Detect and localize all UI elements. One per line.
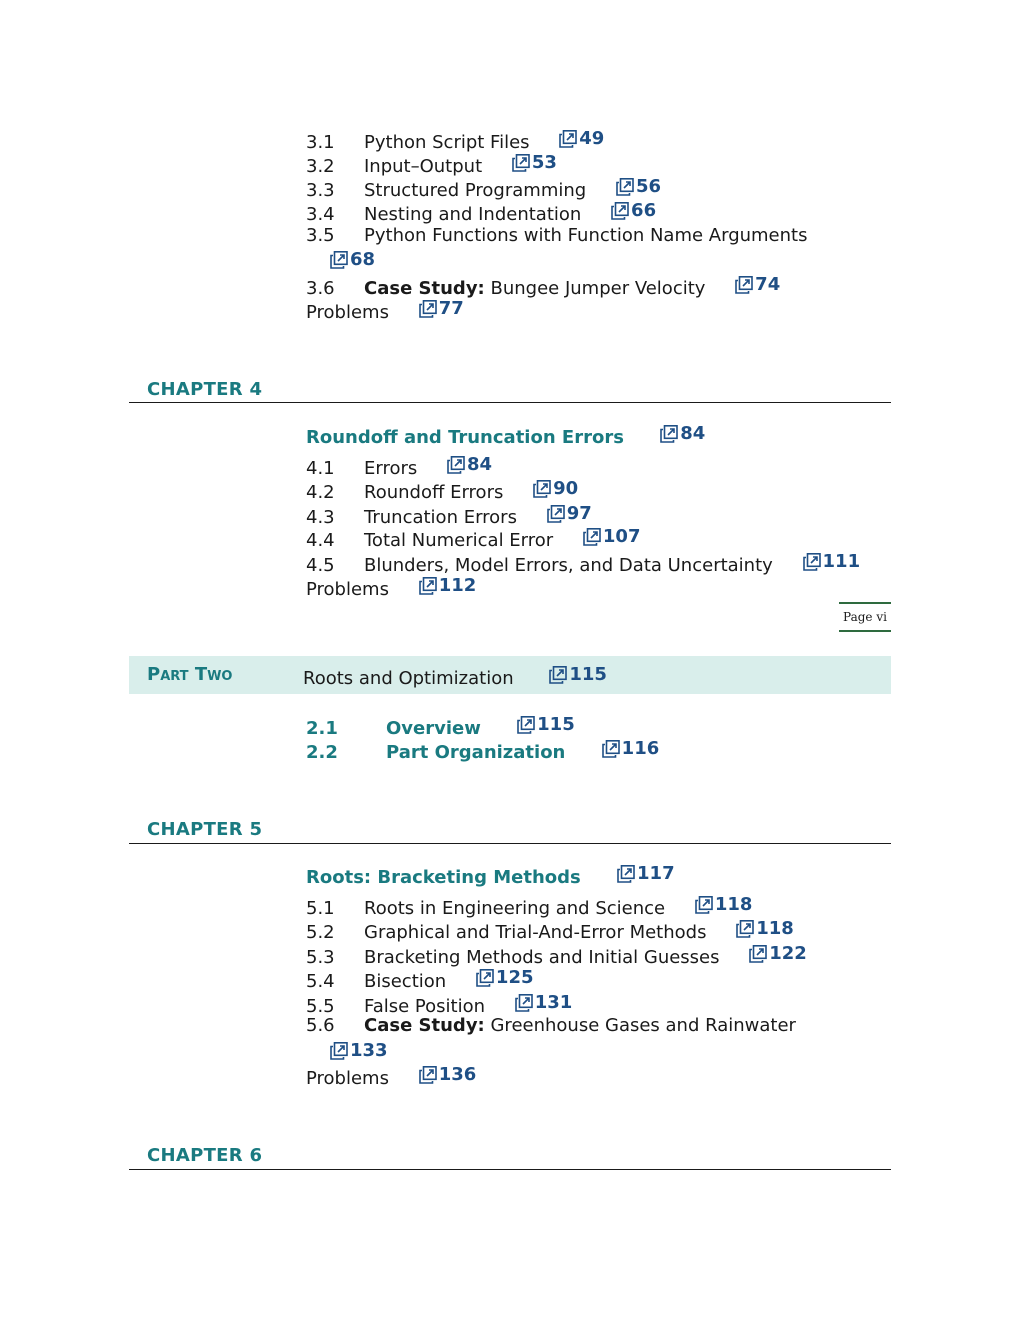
external-link-icon bbox=[419, 577, 437, 595]
external-link-icon bbox=[476, 969, 494, 987]
section-number: 5.5 bbox=[306, 996, 335, 1017]
toc-row-continuation bbox=[330, 248, 375, 272]
section-title: Greenhouse Gases and Rainwater bbox=[490, 1015, 796, 1036]
problems-label: Problems bbox=[306, 302, 389, 323]
divider bbox=[129, 1169, 891, 1170]
section-number: 3.1 bbox=[306, 132, 335, 153]
external-link-icon bbox=[695, 896, 713, 914]
page-link[interactable]: 97 bbox=[547, 502, 592, 526]
external-link-icon bbox=[749, 945, 767, 963]
section-number: 5.2 bbox=[306, 922, 335, 943]
page-link[interactable]: 116 bbox=[602, 737, 660, 761]
case-study-label: Case Study: bbox=[364, 1015, 485, 1036]
case-study-label: Case Study: bbox=[364, 278, 485, 299]
toc-row-problems bbox=[306, 1063, 476, 1087]
section-number: 3.6 bbox=[306, 278, 335, 299]
external-link-icon bbox=[616, 178, 634, 196]
section-number: 4.3 bbox=[306, 507, 335, 528]
toc-row bbox=[306, 127, 604, 151]
section-number: 3.5 bbox=[306, 225, 335, 246]
external-link-icon bbox=[617, 865, 635, 883]
external-link-icon bbox=[559, 130, 577, 148]
section-title: Roots in Engineering and Science bbox=[364, 898, 666, 919]
part-item-title: Overview bbox=[386, 718, 481, 739]
chapter-label: CHAPTER 4 bbox=[147, 379, 263, 400]
part-item-title: Part Organization bbox=[386, 742, 566, 763]
section-title: Input–Output bbox=[364, 156, 483, 177]
section-number: 4.1 bbox=[306, 458, 335, 479]
section-number: 5.3 bbox=[306, 947, 335, 968]
page-link[interactable]: 68 bbox=[330, 248, 375, 272]
chapter-title: Roundoff and Truncation Errors 84 bbox=[306, 423, 706, 448]
problems-label: Problems bbox=[306, 579, 389, 600]
external-link-icon bbox=[735, 276, 753, 294]
part-item-number: 2.2 bbox=[306, 742, 338, 763]
section-title: Python Script Files bbox=[364, 132, 530, 153]
page-link[interactable]: 49 bbox=[559, 127, 604, 151]
toc-row bbox=[306, 502, 592, 526]
page-link[interactable]: 112 bbox=[419, 574, 477, 598]
page-link[interactable]: 122 bbox=[749, 942, 807, 966]
external-link-icon bbox=[803, 553, 821, 571]
page-link[interactable]: 84 bbox=[660, 422, 705, 446]
external-link-icon bbox=[611, 202, 629, 220]
toc-row-problems bbox=[306, 574, 476, 598]
page-link[interactable]: 115 bbox=[517, 713, 575, 737]
toc-row bbox=[306, 942, 807, 966]
external-link-icon bbox=[583, 528, 601, 546]
toc-row bbox=[306, 991, 572, 1015]
toc-row bbox=[306, 893, 752, 917]
external-link-icon bbox=[602, 740, 620, 758]
part-label: Part Two bbox=[147, 664, 233, 685]
external-link-icon bbox=[330, 1042, 348, 1060]
external-link-icon bbox=[512, 154, 530, 172]
section-title: Graphical and Trial-And-Error Methods bbox=[364, 922, 707, 943]
toc-row-problems bbox=[306, 297, 464, 321]
page-link[interactable]: 84 bbox=[447, 453, 492, 477]
toc-row bbox=[306, 550, 860, 574]
page-link[interactable]: 131 bbox=[515, 991, 573, 1015]
toc-row bbox=[306, 199, 656, 223]
external-link-icon bbox=[549, 666, 567, 684]
chapter-label: CHAPTER 5 bbox=[147, 819, 263, 840]
section-number: 4.2 bbox=[306, 482, 335, 503]
external-link-icon bbox=[419, 1066, 437, 1084]
part-item bbox=[306, 737, 659, 765]
section-number: 4.4 bbox=[306, 530, 335, 551]
page-link[interactable]: 117 bbox=[617, 862, 675, 886]
section-title: Nesting and Indentation bbox=[364, 204, 582, 225]
external-link-icon bbox=[517, 716, 535, 734]
section-number: 3.2 bbox=[306, 156, 335, 177]
section-number: 5.4 bbox=[306, 971, 335, 992]
chapter-title: Roots: Bracketing Methods 117 bbox=[306, 863, 675, 888]
section-number: 5.6 bbox=[306, 1015, 335, 1036]
toc-row bbox=[306, 525, 640, 549]
page-link[interactable]: 56 bbox=[616, 175, 661, 199]
external-link-icon bbox=[419, 300, 437, 318]
toc-row bbox=[306, 175, 661, 199]
external-link-icon bbox=[547, 505, 565, 523]
page-link[interactable]: 77 bbox=[419, 297, 464, 321]
page-link[interactable]: 125 bbox=[476, 966, 534, 990]
external-link-icon bbox=[660, 425, 678, 443]
section-title: Python Functions with Function Name Arguments bbox=[364, 225, 808, 246]
toc-row bbox=[306, 151, 557, 175]
external-link-icon bbox=[736, 920, 754, 938]
external-link-icon bbox=[533, 480, 551, 498]
section-title: Blunders, Model Errors, and Data Uncertainty bbox=[364, 555, 773, 576]
page-link[interactable]: 136 bbox=[419, 1063, 477, 1087]
section-title: Structured Programming bbox=[364, 180, 587, 201]
toc-row-continuation bbox=[330, 1039, 388, 1063]
toc-row bbox=[306, 273, 780, 297]
page-marker: Page vi bbox=[839, 602, 891, 632]
part-title: Roots and Optimization 115 bbox=[303, 656, 607, 698]
toc-row bbox=[306, 224, 807, 248]
external-link-icon bbox=[330, 251, 348, 269]
page-link[interactable]: 111 bbox=[803, 550, 861, 574]
chapter-label: CHAPTER 6 bbox=[147, 1145, 263, 1166]
section-number: 5.1 bbox=[306, 898, 335, 919]
toc-row bbox=[306, 453, 492, 477]
external-link-icon bbox=[447, 456, 465, 474]
section-title: Total Numerical Error bbox=[364, 530, 554, 551]
page-link[interactable]: 74 bbox=[735, 273, 780, 297]
section-title: Bisection bbox=[364, 971, 447, 992]
problems-label: Problems bbox=[306, 1068, 389, 1089]
divider bbox=[129, 843, 891, 844]
section-title: False Position bbox=[364, 996, 485, 1017]
divider bbox=[129, 402, 891, 403]
page-link[interactable]: 90 bbox=[533, 477, 578, 501]
toc-row bbox=[306, 477, 578, 501]
part-item-number: 2.1 bbox=[306, 718, 338, 739]
page-link[interactable]: 118 bbox=[736, 917, 794, 941]
external-link-icon bbox=[515, 994, 533, 1012]
toc-row bbox=[306, 966, 534, 990]
page-link[interactable]: 115 bbox=[549, 656, 607, 694]
page-link[interactable]: 66 bbox=[611, 199, 656, 223]
toc-row bbox=[306, 1014, 796, 1038]
section-title: Errors bbox=[364, 458, 418, 479]
toc-row bbox=[306, 917, 794, 941]
section-number: 4.5 bbox=[306, 555, 335, 576]
section-title: Bungee Jumper Velocity bbox=[490, 278, 706, 299]
page-link[interactable]: 107 bbox=[583, 525, 641, 549]
section-number: 3.3 bbox=[306, 180, 335, 201]
section-title: Bracketing Methods and Initial Guesses bbox=[364, 947, 720, 968]
section-number: 3.4 bbox=[306, 204, 335, 225]
page-link[interactable]: 118 bbox=[695, 893, 753, 917]
page-link[interactable]: 133 bbox=[330, 1039, 388, 1063]
section-title: Roundoff Errors bbox=[364, 482, 504, 503]
section-title: Truncation Errors bbox=[364, 507, 517, 528]
page-link[interactable]: 53 bbox=[512, 151, 557, 175]
part-band bbox=[129, 656, 891, 694]
